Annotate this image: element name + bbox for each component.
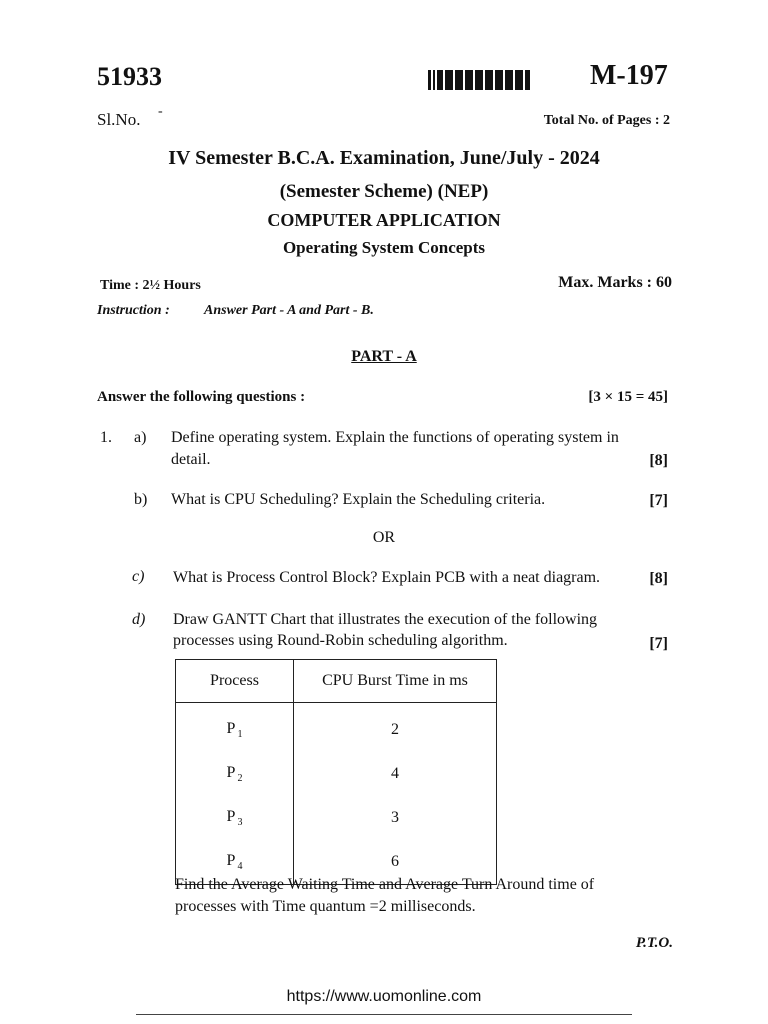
table-row (176, 703, 497, 753)
process-subscript: 2 (237, 773, 243, 785)
qd-label: d) (132, 611, 146, 628)
part-a-intro: Answer the following questions : (97, 389, 306, 405)
process-name: P (226, 851, 236, 869)
barcode-icon (428, 70, 530, 90)
process-table (175, 659, 497, 885)
scheme-line: (Semester Scheme) (NEP) (279, 181, 489, 202)
table-header-process: Process (176, 660, 294, 703)
qa-label: a) (134, 429, 147, 446)
process-subscript: 4 (237, 861, 243, 873)
table-row (176, 752, 497, 796)
burst-time: 4 (294, 752, 497, 796)
qd-text-line1: Draw GANTT Chart that illustrates the execution of the following (173, 611, 598, 628)
find-text-line2: processes with Time quantum =2 milliseconds. (175, 898, 476, 915)
total-pages: Total No. of Pages : 2 (543, 113, 670, 128)
pto-label: P.T.O. (635, 935, 673, 951)
process-name: P (226, 719, 236, 737)
qa-text-line1: Define operating system. Explain the functions of operating system in (171, 429, 619, 446)
instruction-text: Answer Part - A and Part - B. (204, 303, 374, 318)
find-text-line1: Find the Average Waiting Time and Average Turn Around time of (175, 876, 595, 893)
or-separator: OR (372, 529, 396, 546)
qd-text-line2: processes using Round-Robin scheduling algorithm. (173, 632, 508, 649)
question-number: 1. (100, 429, 112, 446)
paper-title: Operating System Concepts (282, 238, 486, 257)
qb-text: What is CPU Scheduling? Explain the Scheduling criteria. (171, 491, 546, 508)
part-a-marks: [3 × 15 = 45] (588, 389, 668, 405)
part-a-heading: PART - A (351, 348, 417, 365)
footer-url: https://www.uomonline.com (286, 988, 482, 1005)
qa-marks: [8] (649, 452, 668, 469)
instruction-label: Instruction : (97, 303, 170, 318)
burst-time: 6 (294, 840, 497, 885)
time-allowed: Time : 2½ Hours (100, 278, 201, 293)
qd-marks: [7] (649, 635, 668, 652)
subject-code: M-197 (590, 60, 668, 91)
paper-code: 51933 (97, 62, 162, 91)
process-subscript: 3 (237, 817, 243, 829)
burst-time: 3 (294, 796, 497, 840)
qc-label: c) (132, 568, 145, 585)
qa-text-line2: detail. (171, 451, 211, 468)
process-name: P (226, 763, 236, 781)
exam-title: IV Semester B.C.A. Examination, June/July - 2024 (168, 147, 600, 169)
process-name: P (226, 807, 236, 825)
footer-divider (136, 1014, 632, 1015)
max-marks: Max. Marks : 60 (558, 274, 672, 291)
qb-marks: [7] (649, 492, 668, 509)
subject-line: COMPUTER APPLICATION (267, 210, 501, 230)
qc-marks: [8] (649, 570, 668, 587)
slno-label: Sl.No. (97, 110, 141, 129)
process-subscript: 1 (237, 729, 243, 741)
burst-time: 2 (294, 703, 497, 753)
slno-value: - (158, 104, 163, 119)
table-row (176, 796, 497, 840)
table-header-burst: CPU Burst Time in ms (294, 660, 497, 703)
qc-text: What is Process Control Block? Explain PCB with a neat diagram. (173, 569, 601, 586)
qb-label: b) (134, 491, 148, 508)
